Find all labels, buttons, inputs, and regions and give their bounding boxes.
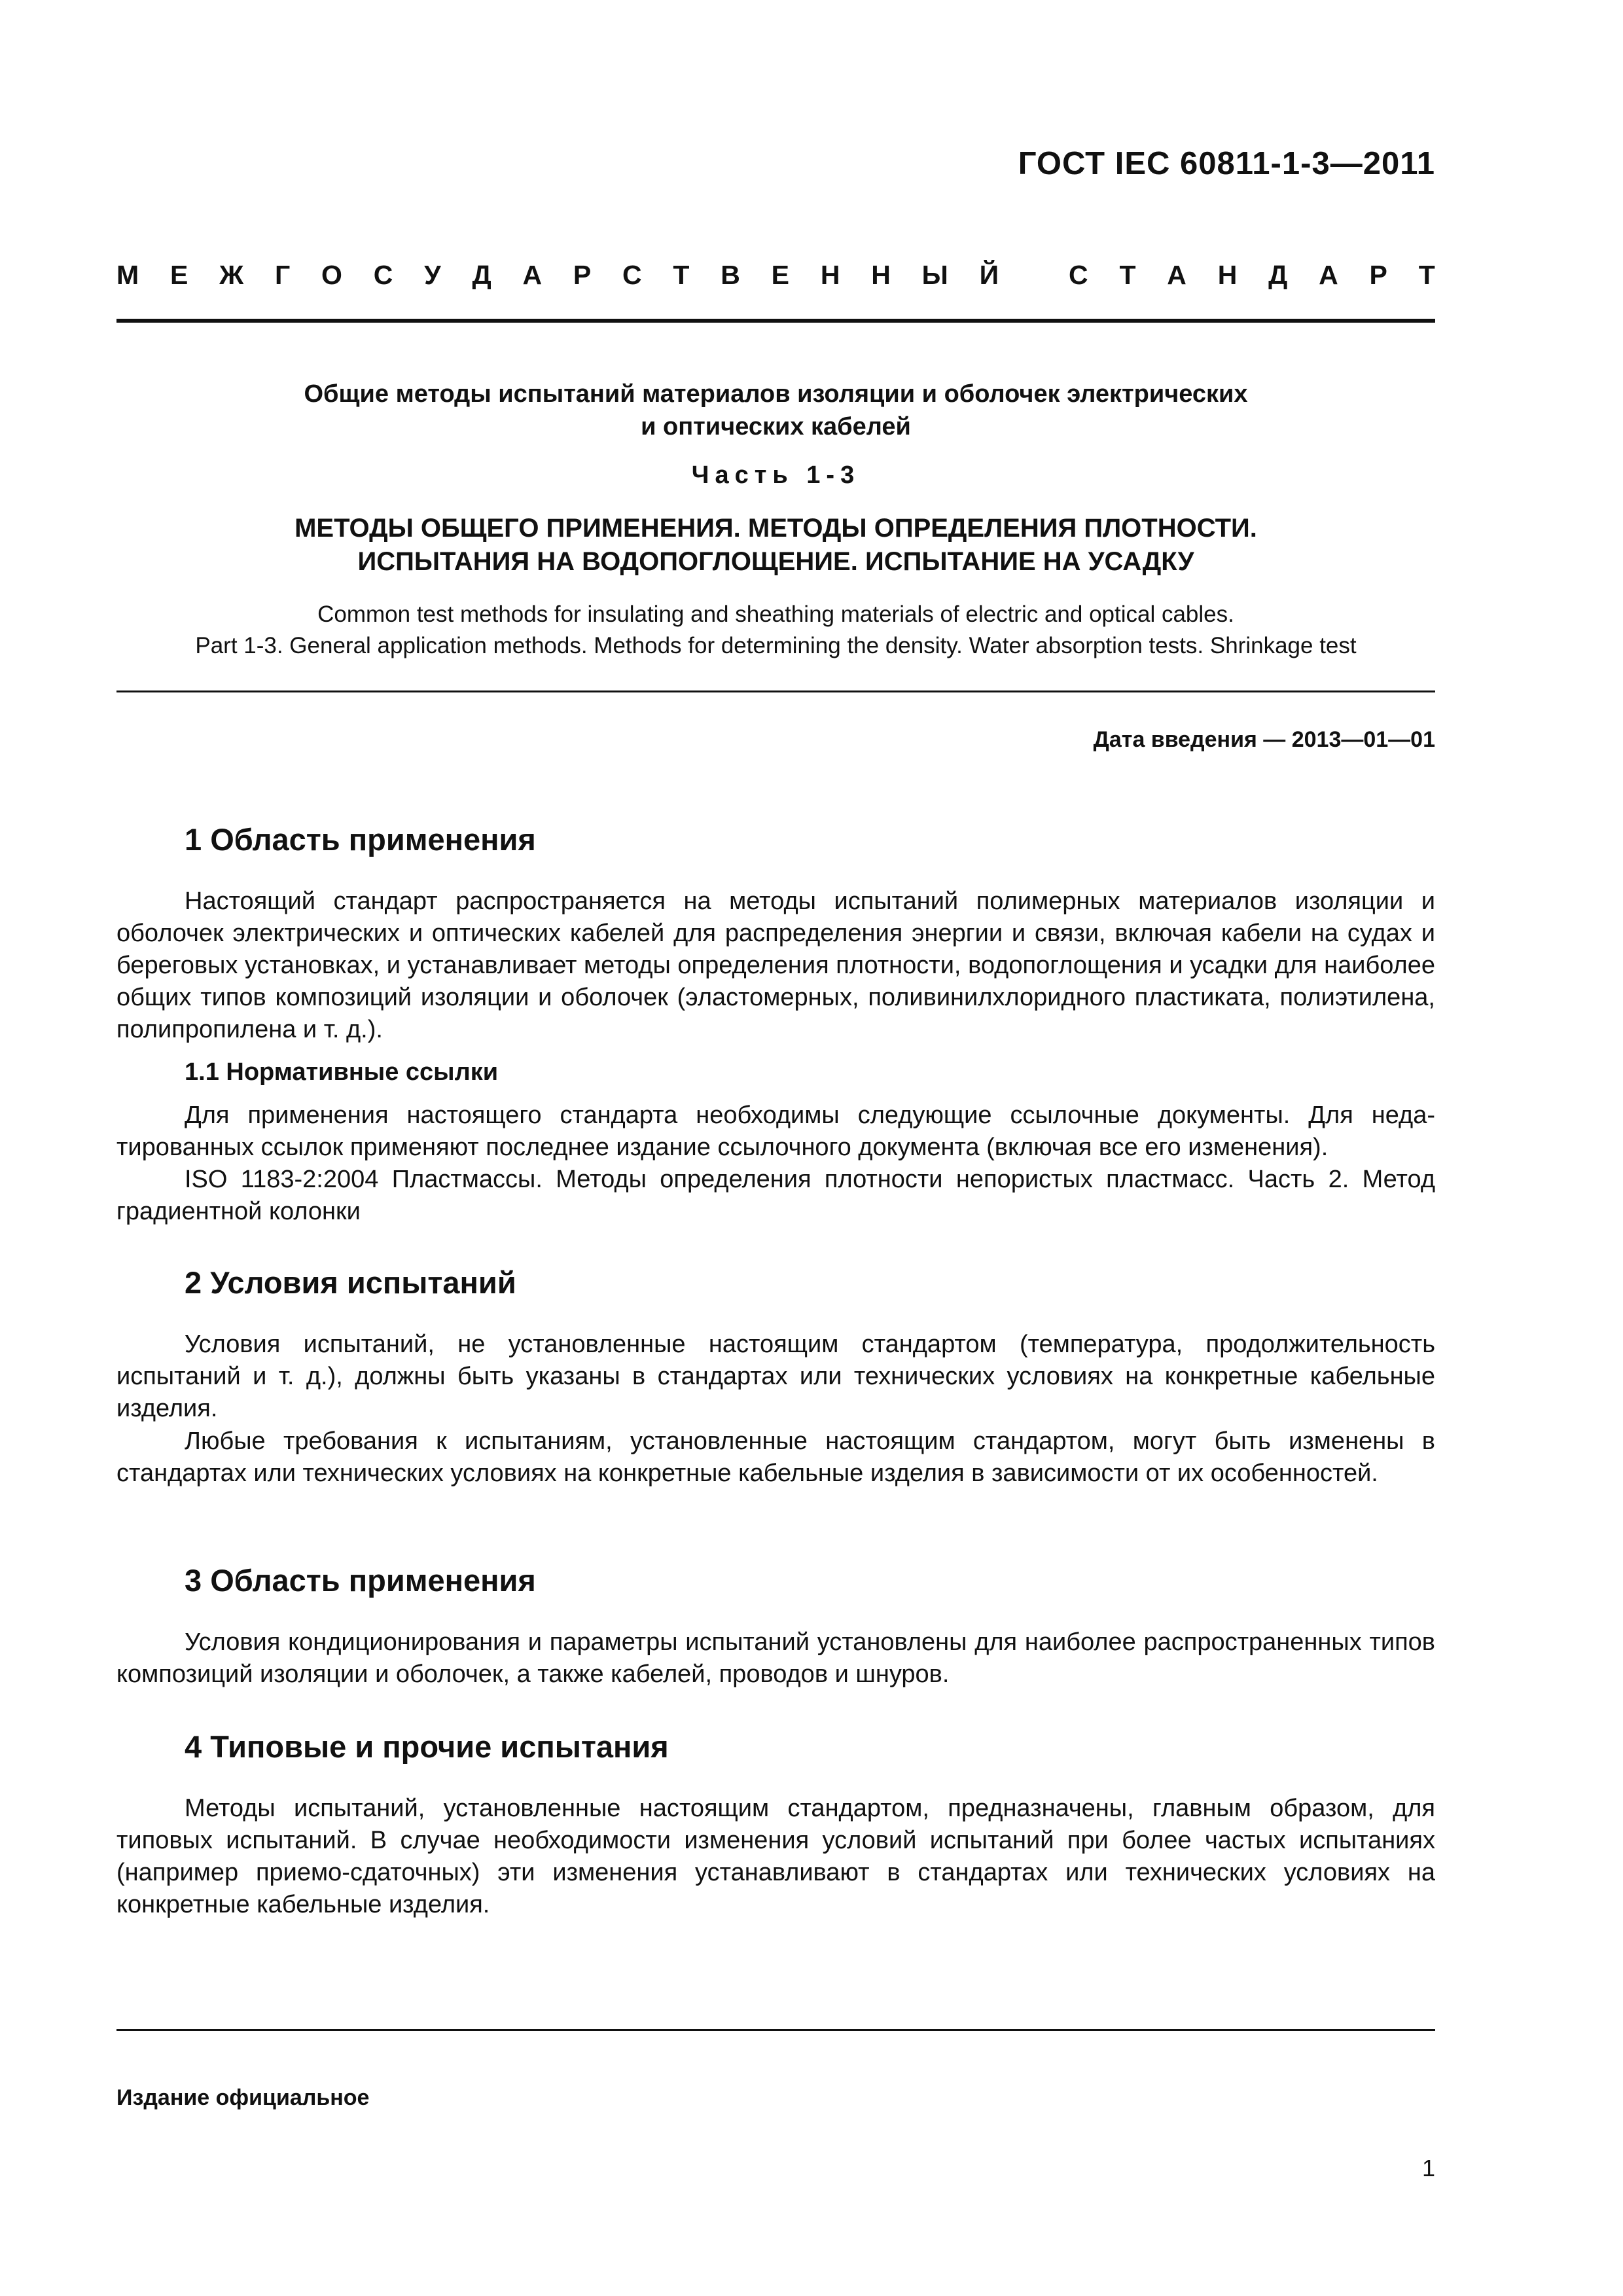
english-title: [116, 599, 1435, 662]
standard-number: ГОСТ IEC 60811-1-3—2011: [1018, 146, 1435, 181]
document-title: [116, 378, 1435, 443]
banner-letter: Т: [1418, 260, 1435, 290]
document-subtitle: [116, 512, 1435, 579]
banner-letter: У: [424, 260, 441, 290]
title-line: и оптических кабелей: [641, 413, 911, 440]
banner-gap: [1030, 260, 1037, 291]
subtitle-line: МЕТОДЫ ОБЩЕГО ПРИМЕНЕНИЯ. МЕТОДЫ ОПРЕДЕЛЕНИЯ ПЛОТНОСТИ.: [294, 514, 1257, 543]
title-divider: [116, 691, 1435, 692]
section-3-heading: 3 Область применения: [185, 1563, 536, 1598]
banner-letter: Д: [1268, 260, 1288, 290]
banner-letter: Р: [1369, 260, 1387, 290]
banner-letter: Г: [274, 260, 291, 290]
banner-letter: Н: [1217, 260, 1238, 290]
section-4-paragraph: Методы испытаний, установленные настоящим стандартом, предназначены, главным образом, для типовых испытаний. В случае необходимости изменения условий испытаний при более частых испытаниях (например приемо-сдаточных) эти изменения устанавливают в стандартах или технических условиях на конкретные кабельные изделия.: [116, 1795, 1435, 1918]
part-label: Часть 1-3: [691, 461, 861, 489]
banner-letter: Т: [673, 260, 690, 290]
section-2-paragraph: Любые требования к испытаниям, установленные настоящим стандартом, могут быть изменены в стандартах или технических условиях на конкретные кабельные изделия в зависимости от их особенностей.: [116, 1427, 1435, 1487]
subtitle-line: ИСПЫТАНИЯ НА ВОДОПОГЛОЩЕНИЕ. ИСПЫТАНИЕ НА УСАДКУ: [357, 547, 1194, 576]
footer-divider: [116, 2029, 1435, 2031]
banner-letter: А: [1319, 260, 1338, 290]
banner-letter: Е: [771, 260, 790, 290]
banner-letter: С: [373, 260, 393, 290]
english-title-line: Common test methods for insulating and sheathing materials of electric and optical cables.: [317, 601, 1234, 627]
section-1-heading: 1 Область применения: [185, 822, 536, 857]
banner-letter: А: [1167, 260, 1186, 290]
banner-letter: Е: [169, 260, 188, 290]
banner-letter: Ж: [219, 260, 244, 290]
section-2-paragraph: Условия испытаний, не установленные настоящим стандартом (температура, продолжительность испытаний и т. д.), должны быть указаны в стандартах или технических условиях на конкретные кабельные изделия.: [116, 1331, 1435, 1422]
title-line: Общие методы испытаний материалов изоляции и оболочек электрических: [304, 380, 1248, 408]
section-4-heading: 4 Типовые и прочие испытания: [185, 1729, 669, 1764]
interstate-standard-banner: [116, 260, 1435, 291]
banner-letter: С: [622, 260, 642, 290]
section-2-heading: 2 Условия испытаний: [185, 1265, 516, 1300]
banner-letter: Н: [820, 260, 840, 290]
subsection-1-1-paragraph: Для применения настоящего стандарта необходимы следующие ссылочные документы. Для недатированных ссылок применяют последнее издание ссылочного документа (включая все его изменения).: [116, 1102, 1435, 1161]
normative-reference: ISO 1183-2:2004 Пластмассы. Методы определения плотности непористых пластмасс. Часть 2. Метод градиентной колонки: [116, 1166, 1435, 1225]
introduction-date: Дата введения — 2013—01—01: [1093, 727, 1435, 752]
page-number: 1: [1421, 2155, 1435, 2181]
banner-letter: Н: [871, 260, 891, 290]
section-1-paragraph: Настоящий стандарт распространяется на методы испытаний полимерных материалов изоляции и оболочек электрических и оптических кабелей для распределения энергии и связи, включая кабели на судах и береговых установках, и устанавливает методы определения плотности, водопоглощения и усадки для наиболее общих типов композиций изоляции и оболочек (эластомерных, поливинилхлоридного пластиката, полиэтилена, полипропилена и т. д.).: [116, 888, 1435, 1043]
banner-letter: Й: [979, 260, 999, 290]
english-title-line: Part 1-3. General application methods. Methods for determining the density. Water absorption tests. Shrinkage test: [195, 633, 1357, 658]
banner-letter: Р: [573, 260, 592, 290]
banner-letter: Ы: [921, 260, 948, 290]
banner-letter: Т: [1119, 260, 1136, 290]
official-edition-note: Издание официальное: [116, 2085, 370, 2110]
header-divider: [116, 319, 1435, 323]
section-3-paragraph: Условия кондиционирования и параметры испытаний установлены для наиболее распространенных типов композиций изоляции и оболочек, а также кабелей, проводов и шнуров.: [116, 1628, 1435, 1688]
banner-letter: О: [321, 260, 342, 290]
subsection-1-1-heading: 1.1 Нормативные ссылки: [185, 1058, 499, 1086]
banner-letter: С: [1069, 260, 1088, 290]
banner-letter: В: [721, 260, 740, 290]
banner-letter: Д: [472, 260, 491, 290]
banner-letter: М: [116, 260, 139, 290]
banner-letter: А: [522, 260, 543, 290]
